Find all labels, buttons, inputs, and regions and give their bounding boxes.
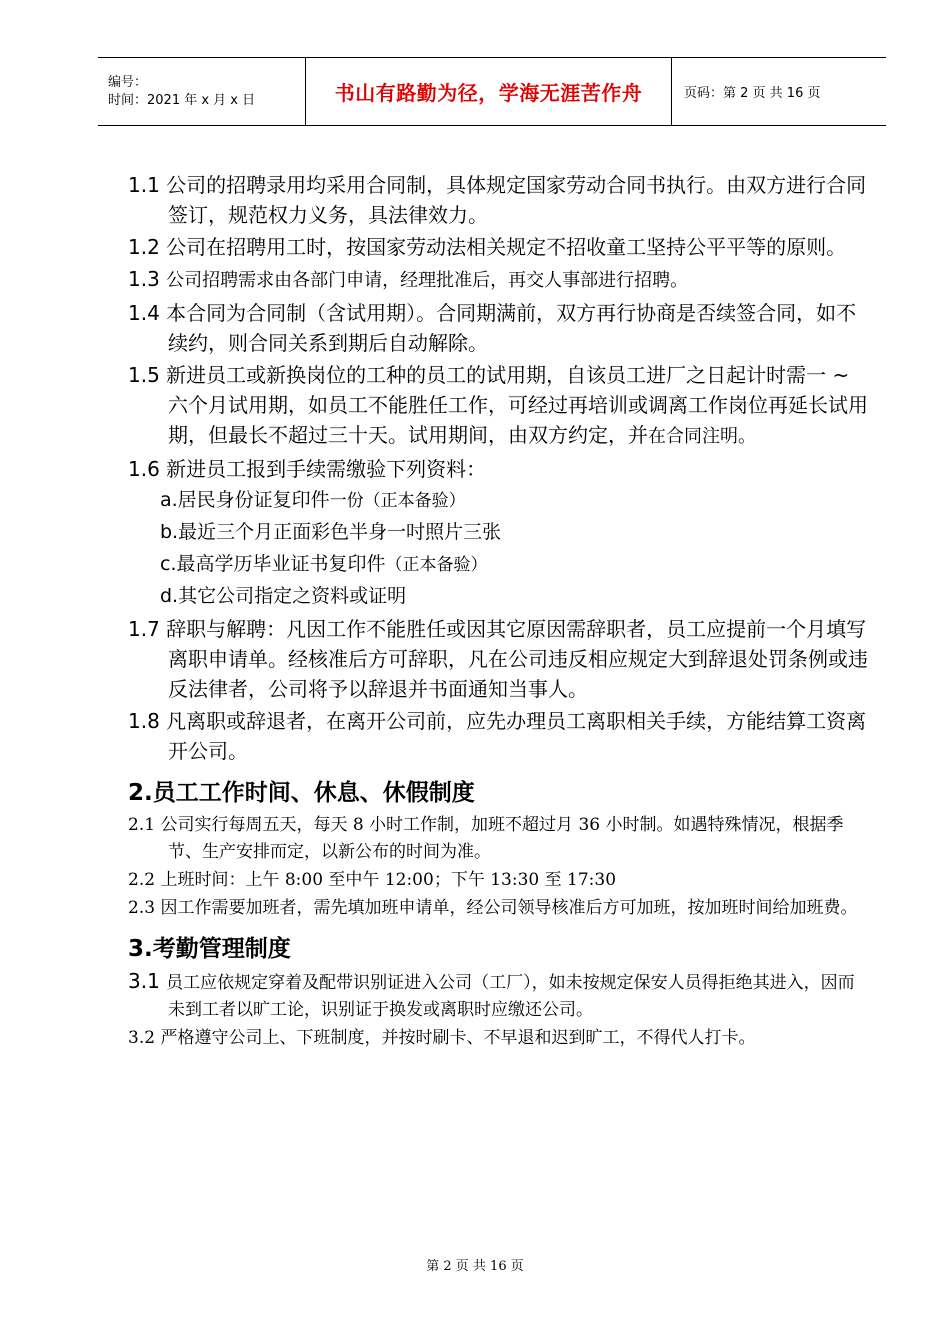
footer-page-number: 第 2 页 共 16 页 <box>426 1259 524 1274</box>
clause-1-3-number: 1.3 <box>128 267 167 291</box>
document-body <box>128 170 870 1053</box>
clause-2-3: 2.3 因工作需要加班者，需先填加班申请单，经公司领导核准后方可加班，按加班时间给加班费。 <box>128 898 858 918</box>
section-3-heading: 3.考勤管理制度 <box>128 936 291 962</box>
clause-3-1-number: 3.1 <box>128 969 167 993</box>
clause-1-6: 1.6 新进员工报到手续需缴验下列资料： <box>128 457 487 481</box>
clause-2-2: 2.2 上班时间：上午 8:00 至中午 12:00；下午 13:30 至 17:30 <box>128 870 617 890</box>
header-meta <box>98 58 306 125</box>
clause-1-7: 1.7 辞职与解聘：凡因工作不能胜任或因其它原因需辞职者，员工应提前一个月填写离职申请单。经核准后方可辞职，凡在公司违反相应规定大到辞退处罚条例或违反法律者，公司将予以辞退并书面通知当事人。 <box>128 617 868 701</box>
list-item-a: a.居民身份证复印件一份（正本备验） <box>160 489 466 511</box>
clause-1-2: 1.2 公司在招聘用工时，按国家劳动法相关规定不招收童工坚持公平平等的原则。 <box>128 235 847 259</box>
clause-2-1: 2.1 公司实行每周五天，每天 8 小时工作制，加班不超过月 36 小时制。如遇特殊情况，根据季节、生产安排而定，以新公布的时间为准。 <box>128 815 844 862</box>
header-page-info: 页码：第 2 页 共 16 页 <box>684 86 821 101</box>
clause-1-3 <box>128 264 870 296</box>
clause-1-5-tail: 在合同注明。 <box>648 426 756 447</box>
section-2-heading: 2.员工工作时间、休息、休假制度 <box>128 780 475 806</box>
clause-1-3-text: 公司招聘需求由各部门申请，经理批准后，再交人事部进行招聘。 <box>166 270 689 291</box>
page-footer <box>0 1255 950 1274</box>
page-header <box>98 57 886 126</box>
clause-1-1: 1.1 公司的招聘录用均采用合同制，具体规定国家劳动合同书执行。由双方进行合同签订，规范权力义务，具法律效力。 <box>128 173 867 227</box>
clause-1-4: 1.4 本合同为合同制（含试用期）。合同期满前，双方再行协商是否续签合同，如不续约，则合同关系到期后自动解除。 <box>128 301 857 355</box>
list-item-b: b.最近三个月正面彩色半身一吋照片三张 <box>160 521 502 543</box>
doc-time-label: 时间：2021 年 x 月 x 日 <box>108 92 256 108</box>
clause-1-8: 1.8 凡离职或辞退者，在离开公司前，应先办理员工离职相关手续，方能结算工资离开公司。 <box>128 709 867 763</box>
clause-3-2: 3.2 严格遵守公司上、下班制度，并按时刷卡、不早退和迟到旷工，不得代人打卡。 <box>128 1028 756 1048</box>
header-motto: 书山有路勤为径，学海无涯苦作舟 <box>306 58 672 125</box>
list-item-d: d.其它公司指定之资料或证明 <box>160 585 407 607</box>
clause-3-1 <box>128 968 870 1024</box>
clause-1-5-text: 1.5 新进员工或新换岗位的工种的员工的试用期，自该员工进厂之日起计时需一 ~ 六个月试用期，如员工不能胜任工作，可经过再培训或调离工作岗位再延长试用期，但最长不超过三十天。试用期间，由双方约定，并 <box>128 363 868 447</box>
list-item-c: c.最高学历毕业证书复印件（正本备验） <box>160 553 488 575</box>
clause-3-1-text: 员工应依规定穿着及配带识别证进入公司（工厂），如未按规定保安人员得拒绝其进入，因而未到工者以旷工论，识别证于换发或离职时应缴还公司。 <box>166 973 855 1020</box>
clause-1-5 <box>128 360 870 452</box>
doc-number-label: 编号： <box>108 74 148 90</box>
